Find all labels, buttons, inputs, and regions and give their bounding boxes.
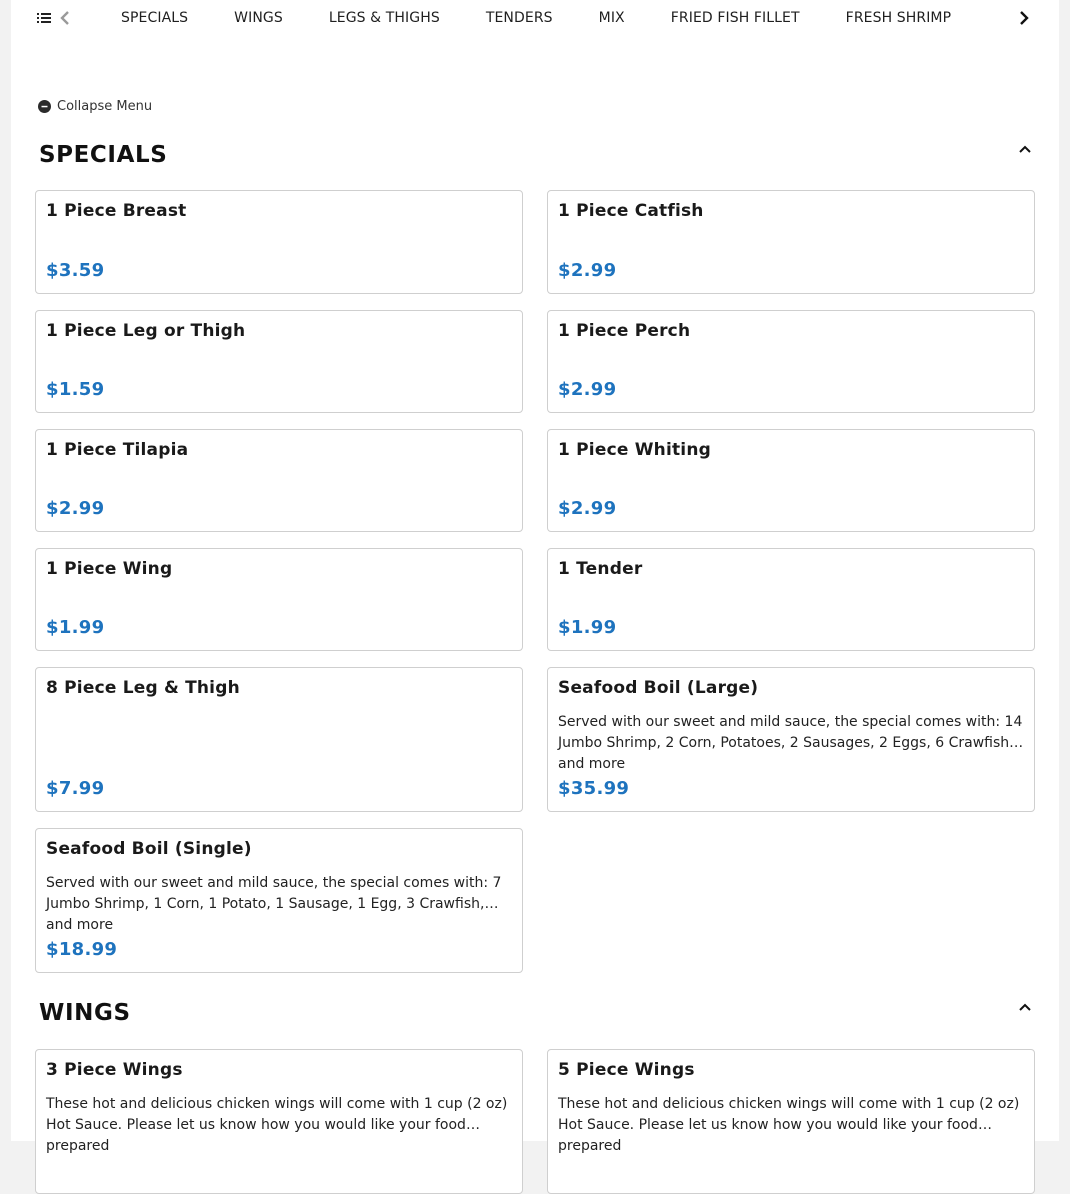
item-price: $3.59 (46, 260, 105, 281)
menu-item-card[interactable] (35, 310, 523, 413)
item-name: 1 Piece Tilapia (46, 440, 189, 460)
item-name: 5 Piece Wings (558, 1060, 695, 1080)
item-price: $1.99 (46, 617, 105, 638)
menu-item-card[interactable] (547, 190, 1035, 294)
nav-item-fresh-shrimp[interactable]: FRESH SHRIMP (845, 10, 952, 26)
item-name: 1 Piece Breast (46, 201, 187, 221)
item-name: Seafood Boil (Large) (558, 678, 759, 698)
item-name: 8 Piece Leg & Thigh (46, 678, 240, 698)
item-name: 3 Piece Wings (46, 1060, 183, 1080)
item-price: $2.99 (558, 498, 617, 519)
minus-circle-icon (38, 100, 51, 113)
item-price: $2.99 (558, 260, 617, 281)
nav-item-fried-fish-fillet[interactable]: FRIED FISH FILLET (670, 10, 800, 26)
item-name: 1 Piece Leg or Thigh (46, 321, 246, 341)
nav-item-wings[interactable]: WINGS (234, 10, 283, 26)
item-name: 1 Tender (558, 559, 643, 579)
menu-item-card[interactable] (35, 429, 523, 532)
category-nav-items (121, 0, 1003, 36)
item-name: 1 Piece Wing (46, 559, 173, 579)
chevron-left-icon[interactable] (59, 10, 71, 26)
section-title-specials: SPECIALS (39, 142, 168, 168)
nav-item-specials[interactable]: SPECIALS (121, 10, 189, 26)
item-price: $18.99 (46, 939, 118, 960)
item-price: $7.99 (46, 778, 105, 799)
item-price: $1.59 (46, 379, 105, 400)
item-name: Seafood Boil (Single) (46, 839, 252, 859)
nav-item-mix[interactable]: MIX (598, 10, 625, 26)
menu-page (11, 0, 1059, 1154)
item-description: Served with our sweet and mild sauce, the special comes with: 14 Jumbo Shrimp, 2 Corn, Potatoes, 2 Sausages, 2 Eggs, 6 Crawfish, and more (558, 714, 1023, 772)
menu-item-card[interactable] (547, 667, 1035, 812)
item-name: 1 Piece Perch (558, 321, 691, 341)
item-price: $1.99 (558, 617, 617, 638)
menu-item-card[interactable] (35, 1049, 523, 1194)
item-price: $2.99 (558, 379, 617, 400)
menu-item-card[interactable] (35, 828, 523, 973)
item-price: $2.99 (46, 498, 105, 519)
chevron-up-icon[interactable] (1018, 144, 1032, 154)
nav-item-tenders[interactable]: TENDERS (485, 10, 553, 26)
collapse-menu-button[interactable] (38, 96, 152, 116)
menu-item-card[interactable] (35, 667, 523, 812)
chevron-up-icon[interactable] (1018, 1002, 1032, 1012)
item-description: These hot and delicious chicken wings will come with 1 cup (2 oz) Hot Sauce. Please let us know how you would like your food prepared (558, 1096, 1020, 1154)
section-title-wings: WINGS (39, 1000, 131, 1026)
menu-item-card[interactable] (35, 190, 523, 294)
menu-item-card[interactable] (547, 310, 1035, 413)
item-name: 1 Piece Whiting (558, 440, 711, 460)
item-description: These hot and delicious chicken wings will come with 1 cup (2 oz) Hot Sauce. Please let us know how you would like your food prepared (46, 1096, 508, 1154)
menu-item-card[interactable] (547, 429, 1035, 532)
item-price: $35.99 (558, 778, 630, 799)
list-icon[interactable] (37, 11, 51, 25)
chevron-right-icon[interactable] (1017, 9, 1031, 27)
item-description: Served with our sweet and mild sauce, the special comes with: 7 Jumbo Shrimp, 1 Corn, 1 Potato, 1 Sausage, 1 Egg, 3 Crawfish, and more (46, 875, 502, 933)
menu-item-card[interactable] (547, 548, 1035, 651)
category-nav (11, 0, 1059, 36)
menu-item-card[interactable] (547, 1049, 1035, 1194)
item-name: 1 Piece Catfish (558, 201, 704, 221)
collapse-menu-label: Collapse Menu (57, 98, 153, 114)
nav-item-legs-thighs[interactable]: LEGS & THIGHS (328, 10, 440, 26)
menu-item-card[interactable] (35, 548, 523, 651)
